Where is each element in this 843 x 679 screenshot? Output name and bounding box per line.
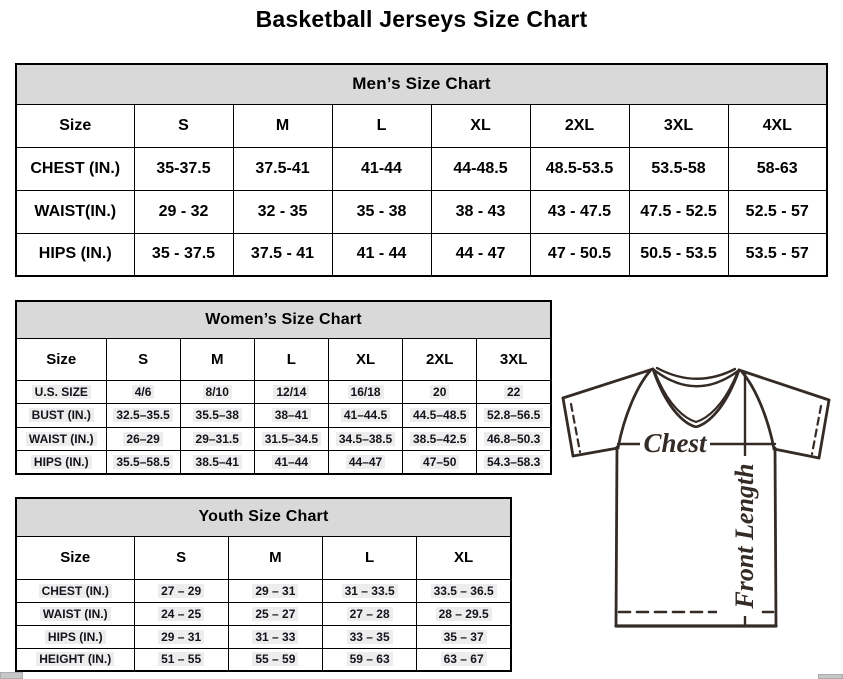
youth_chart-row [16,648,511,671]
youth-size-table [15,497,512,672]
row-label: HIPS (IN.) [16,625,134,648]
row-label: WAIST(IN.) [16,190,134,233]
value-cell: 47–50 [403,451,477,475]
value-cell: 38.5–41 [180,451,254,475]
value-cell: 48.5-53.5 [530,147,629,190]
value-cell: 51 – 55 [134,648,228,671]
value-cell: 33 – 35 [323,625,417,648]
value-cell: 41 - 44 [332,233,431,276]
jersey-measurement-diagram [557,360,835,656]
mens_chart-column-header: M [233,104,332,147]
womens_chart-column-header: M [180,338,254,380]
value-cell: 35.5–58.5 [106,451,180,475]
womens_chart-row [16,451,551,475]
page-title: Basketball Jerseys Size Chart [255,6,588,32]
jersey-outline-icon [557,360,835,656]
womens_chart-column-header: XL [328,338,402,380]
row-label: U.S. SIZE [16,380,106,404]
mens_chart-column-header: 4XL [728,104,827,147]
value-cell: 63 – 67 [417,648,511,671]
mens_chart-corner-header: Size [16,104,134,147]
value-cell: 35 - 37.5 [134,233,233,276]
value-cell: 29 – 31 [228,579,322,602]
value-cell: 22 [477,380,551,404]
mens_chart-row [16,233,827,276]
mens_chart-column-header: 2XL [530,104,629,147]
value-cell: 31 – 33 [228,625,322,648]
value-cell: 41-44 [332,147,431,190]
value-cell: 32 - 35 [233,190,332,233]
front-length-label: Front Length [730,463,759,609]
value-cell: 35 – 37 [417,625,511,648]
womens_chart-row [16,404,551,428]
value-cell: 53.5-58 [629,147,728,190]
youth_chart-row [16,579,511,602]
womens-size-table [15,300,552,475]
value-cell: 29 - 32 [134,190,233,233]
value-cell: 47 - 50.5 [530,233,629,276]
value-cell: 32.5–35.5 [106,404,180,428]
value-cell: 29–31.5 [180,427,254,451]
row-label: CHEST (IN.) [16,579,134,602]
mens_chart-column-header: XL [431,104,530,147]
youth_chart-column-header: S [134,536,228,579]
value-cell: 34.5–38.5 [328,427,402,451]
value-cell: 4/6 [106,380,180,404]
value-cell: 38.5–42.5 [403,427,477,451]
womens_chart-column-header: L [254,338,328,380]
value-cell: 29 – 31 [134,625,228,648]
row-label: BUST (IN.) [16,404,106,428]
value-cell: 28 – 29.5 [417,602,511,625]
womens_chart-title: Women’s Size Chart [16,301,551,338]
mens-size-table [15,63,828,277]
row-label: HIPS (IN.) [16,233,134,276]
womens_chart-column-header: 3XL [477,338,551,380]
value-cell: 27 – 29 [134,579,228,602]
scrollbar-fragment-right[interactable] [818,674,843,679]
value-cell: 54.3–58.3 [477,451,551,475]
value-cell: 50.5 - 53.5 [629,233,728,276]
mens_chart-column-header: S [134,104,233,147]
value-cell: 38–41 [254,404,328,428]
value-cell: 58-63 [728,147,827,190]
value-cell: 33.5 – 36.5 [417,579,511,602]
value-cell: 43 - 47.5 [530,190,629,233]
chest-label: Chest [643,428,707,458]
mens_chart-row [16,190,827,233]
womens_chart-column-header: S [106,338,180,380]
value-cell: 44-48.5 [431,147,530,190]
value-cell: 37.5-41 [233,147,332,190]
mens_chart-row [16,147,827,190]
youth_chart-column-header: XL [417,536,511,579]
row-label: HIPS (IN.) [16,451,106,475]
value-cell: 53.5 - 57 [728,233,827,276]
youth_chart-row [16,625,511,648]
value-cell: 52.8–56.5 [477,404,551,428]
value-cell: 44.5–48.5 [403,404,477,428]
mens_chart-column-header: L [332,104,431,147]
value-cell: 47.5 - 52.5 [629,190,728,233]
mens_chart-column-header: 3XL [629,104,728,147]
value-cell: 31.5–34.5 [254,427,328,451]
value-cell: 37.5 - 41 [233,233,332,276]
value-cell: 12/14 [254,380,328,404]
value-cell: 24 – 25 [134,602,228,625]
mens_chart-title: Men’s Size Chart [16,64,827,104]
youth_chart-column-header: L [323,536,417,579]
womens_chart-corner-header: Size [16,338,106,380]
value-cell: 35 - 38 [332,190,431,233]
youth_chart-row [16,602,511,625]
value-cell: 59 – 63 [323,648,417,671]
youth_chart-column-header: M [228,536,322,579]
row-label: HEIGHT (IN.) [16,648,134,671]
value-cell: 38 - 43 [431,190,530,233]
womens_chart-row [16,427,551,451]
youth_chart-title: Youth Size Chart [16,498,511,536]
value-cell: 41–44.5 [328,404,402,428]
row-label: WAIST (IN.) [16,427,106,451]
row-label: CHEST (IN.) [16,147,134,190]
value-cell: 25 – 27 [228,602,322,625]
value-cell: 8/10 [180,380,254,404]
value-cell: 20 [403,380,477,404]
value-cell: 44–47 [328,451,402,475]
value-cell: 46.8–50.3 [477,427,551,451]
youth_chart-corner-header: Size [16,536,134,579]
value-cell: 27 – 28 [323,602,417,625]
scrollbar-fragment-left[interactable] [0,672,23,679]
value-cell: 16/18 [328,380,402,404]
value-cell: 35.5–38 [180,404,254,428]
value-cell: 26–29 [106,427,180,451]
value-cell: 31 – 33.5 [323,579,417,602]
value-cell: 55 – 59 [228,648,322,671]
row-label: WAIST (IN.) [16,602,134,625]
value-cell: 41–44 [254,451,328,475]
value-cell: 35-37.5 [134,147,233,190]
value-cell: 52.5 - 57 [728,190,827,233]
value-cell: 44 - 47 [431,233,530,276]
womens_chart-row [16,380,551,404]
womens_chart-column-header: 2XL [403,338,477,380]
